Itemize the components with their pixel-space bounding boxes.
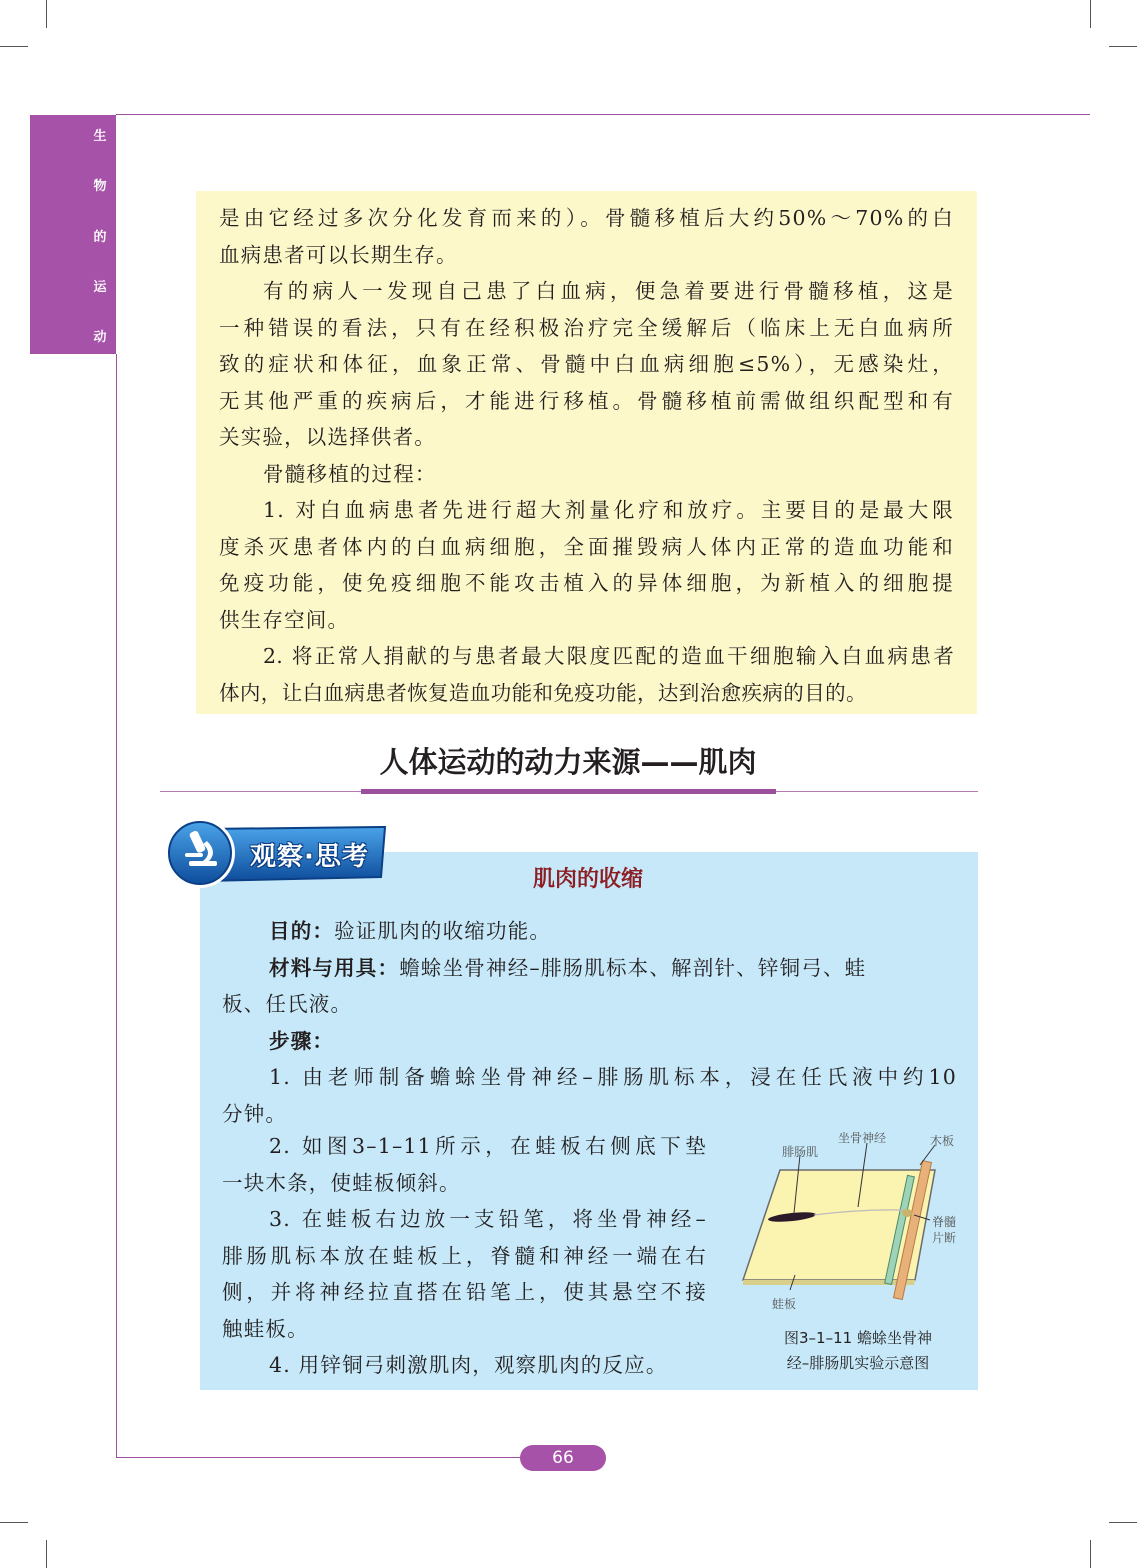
materials-text: 蟾蜍坐骨神经–腓肠肌标本、解剖针、锌铜弓、蛙 (399, 955, 867, 980)
materials-label: 材料与用具： (269, 955, 400, 980)
side-tab-char: 生 (93, 129, 107, 144)
label-nerve: 坐骨神经 (838, 1131, 887, 1145)
figure-caption (758, 1326, 958, 1376)
label-spine: 片断 (932, 1231, 957, 1245)
label-muscle: 腓肠肌 (782, 1145, 819, 1159)
step-line: 3. 在蛙板右边放一支铅笔，将坐骨神经– (269, 1207, 707, 1231)
title-underline (361, 789, 776, 794)
label-spine: 脊髓 (932, 1215, 957, 1229)
label-wood: 木板 (930, 1134, 955, 1148)
text-line: 供生存空间。 (219, 607, 350, 632)
text-line: 度杀灭患者体内的白血病细胞，全面摧毁病人体内正常的造血功能和 (219, 534, 954, 559)
observe-steps-narrow (222, 1128, 707, 1384)
page-number: 66 (520, 1445, 606, 1471)
text-line: 致的症状和体征，血象正常、骨髓中白血病细胞≤5%），无感染灶， (219, 352, 954, 376)
caption-line: 图3–1–11 蟾蜍坐骨神 (784, 1329, 932, 1347)
step-line: 2. 如图3–1–11所示，在蛙板右侧底下垫 (269, 1134, 707, 1158)
activity-title: 肌肉的收缩 (532, 867, 643, 892)
purpose-label: 目的： (269, 919, 335, 943)
step-line: 腓肠肌标本放在蛙板上，脊髓和神经一端在右 (222, 1243, 707, 1268)
crop-mark (1090, 1540, 1091, 1568)
text-line: 2. 将正常人捐献的与患者最大限度匹配的造血干细胞输入白血病患者 (263, 644, 954, 668)
left-rule (116, 354, 117, 1458)
step-line: 4. 用锌铜弓刺激肌肉，观察肌肉的反应。 (269, 1353, 668, 1377)
side-tab-char: 物 (93, 179, 107, 194)
text-line: 免疫功能，使免疫细胞不能攻击植入的异体细胞，为新植入的细胞提 (219, 571, 954, 595)
step-line: 侧，并将神经拉直搭在铅笔上，使其悬空不接 (222, 1280, 707, 1304)
label-board: 蛙板 (772, 1297, 797, 1311)
text-line: 无其他严重的疾病后，才能进行移植。骨髓移植前需做组织配型和有 (219, 388, 954, 413)
crop-mark (1090, 0, 1091, 28)
observe-badge-label: 观察·思考 (250, 842, 369, 872)
text-line: 血病患者可以长期生存。 (219, 242, 458, 267)
step-line: 分钟。 (222, 1101, 288, 1126)
text-line: 关实验，以选择供者。 (219, 425, 436, 449)
text-line: 有的病人一发现自己患了白血病，便急着要进行骨髓移植，这是 (263, 279, 954, 303)
text-line: 是由它经过多次分化发育而来的）。骨髓移植后大约50%～70%的白 (219, 206, 954, 230)
purpose-text: 验证肌肉的收缩功能。 (334, 919, 552, 943)
steps-label: 步骤： (269, 1028, 335, 1053)
step-line: 1. 由老师制备蟾蜍坐骨神经–腓肠肌标本，浸在任氏液中约10 (269, 1065, 957, 1089)
side-tab-char: 的 (93, 230, 107, 245)
text-line: 1. 对白血病患者先进行超大剂量化疗和放疗。主要目的是最大限 (263, 498, 954, 522)
crop-mark (0, 46, 28, 47)
side-tab-char: 动 (93, 330, 107, 345)
step-line: 触蛙板。 (222, 1316, 309, 1341)
crop-mark (1109, 46, 1137, 47)
crop-mark (46, 1540, 47, 1568)
caption-line: 经–腓肠肌实验示意图 (786, 1354, 930, 1372)
text-line: 骨髓移植的过程： (263, 461, 437, 486)
chapter-side-tab (30, 115, 116, 354)
crop-mark (0, 1522, 28, 1523)
materials-text: 板、任氏液。 (222, 992, 353, 1016)
reading-text (219, 200, 954, 711)
text-line: 一种错误的看法，只有在经积极治疗完全缓解后（临床上无白血病所 (219, 315, 954, 340)
section-title: 人体运动的动力来源——肌肉 (379, 745, 757, 779)
observe-text (222, 913, 957, 1132)
crop-mark (1109, 1522, 1137, 1523)
top-rule (116, 114, 1090, 115)
text-line: 体内，让白血病患者恢复造血功能和免疫功能，达到治愈疾病的目的。 (219, 680, 867, 705)
frog-board-figure (740, 1125, 970, 1325)
bottom-rule (116, 1457, 526, 1458)
crop-mark (46, 0, 47, 28)
side-tab-char: 运 (93, 280, 107, 295)
step-line: 一块木条，使蛙板倾斜。 (222, 1170, 461, 1195)
